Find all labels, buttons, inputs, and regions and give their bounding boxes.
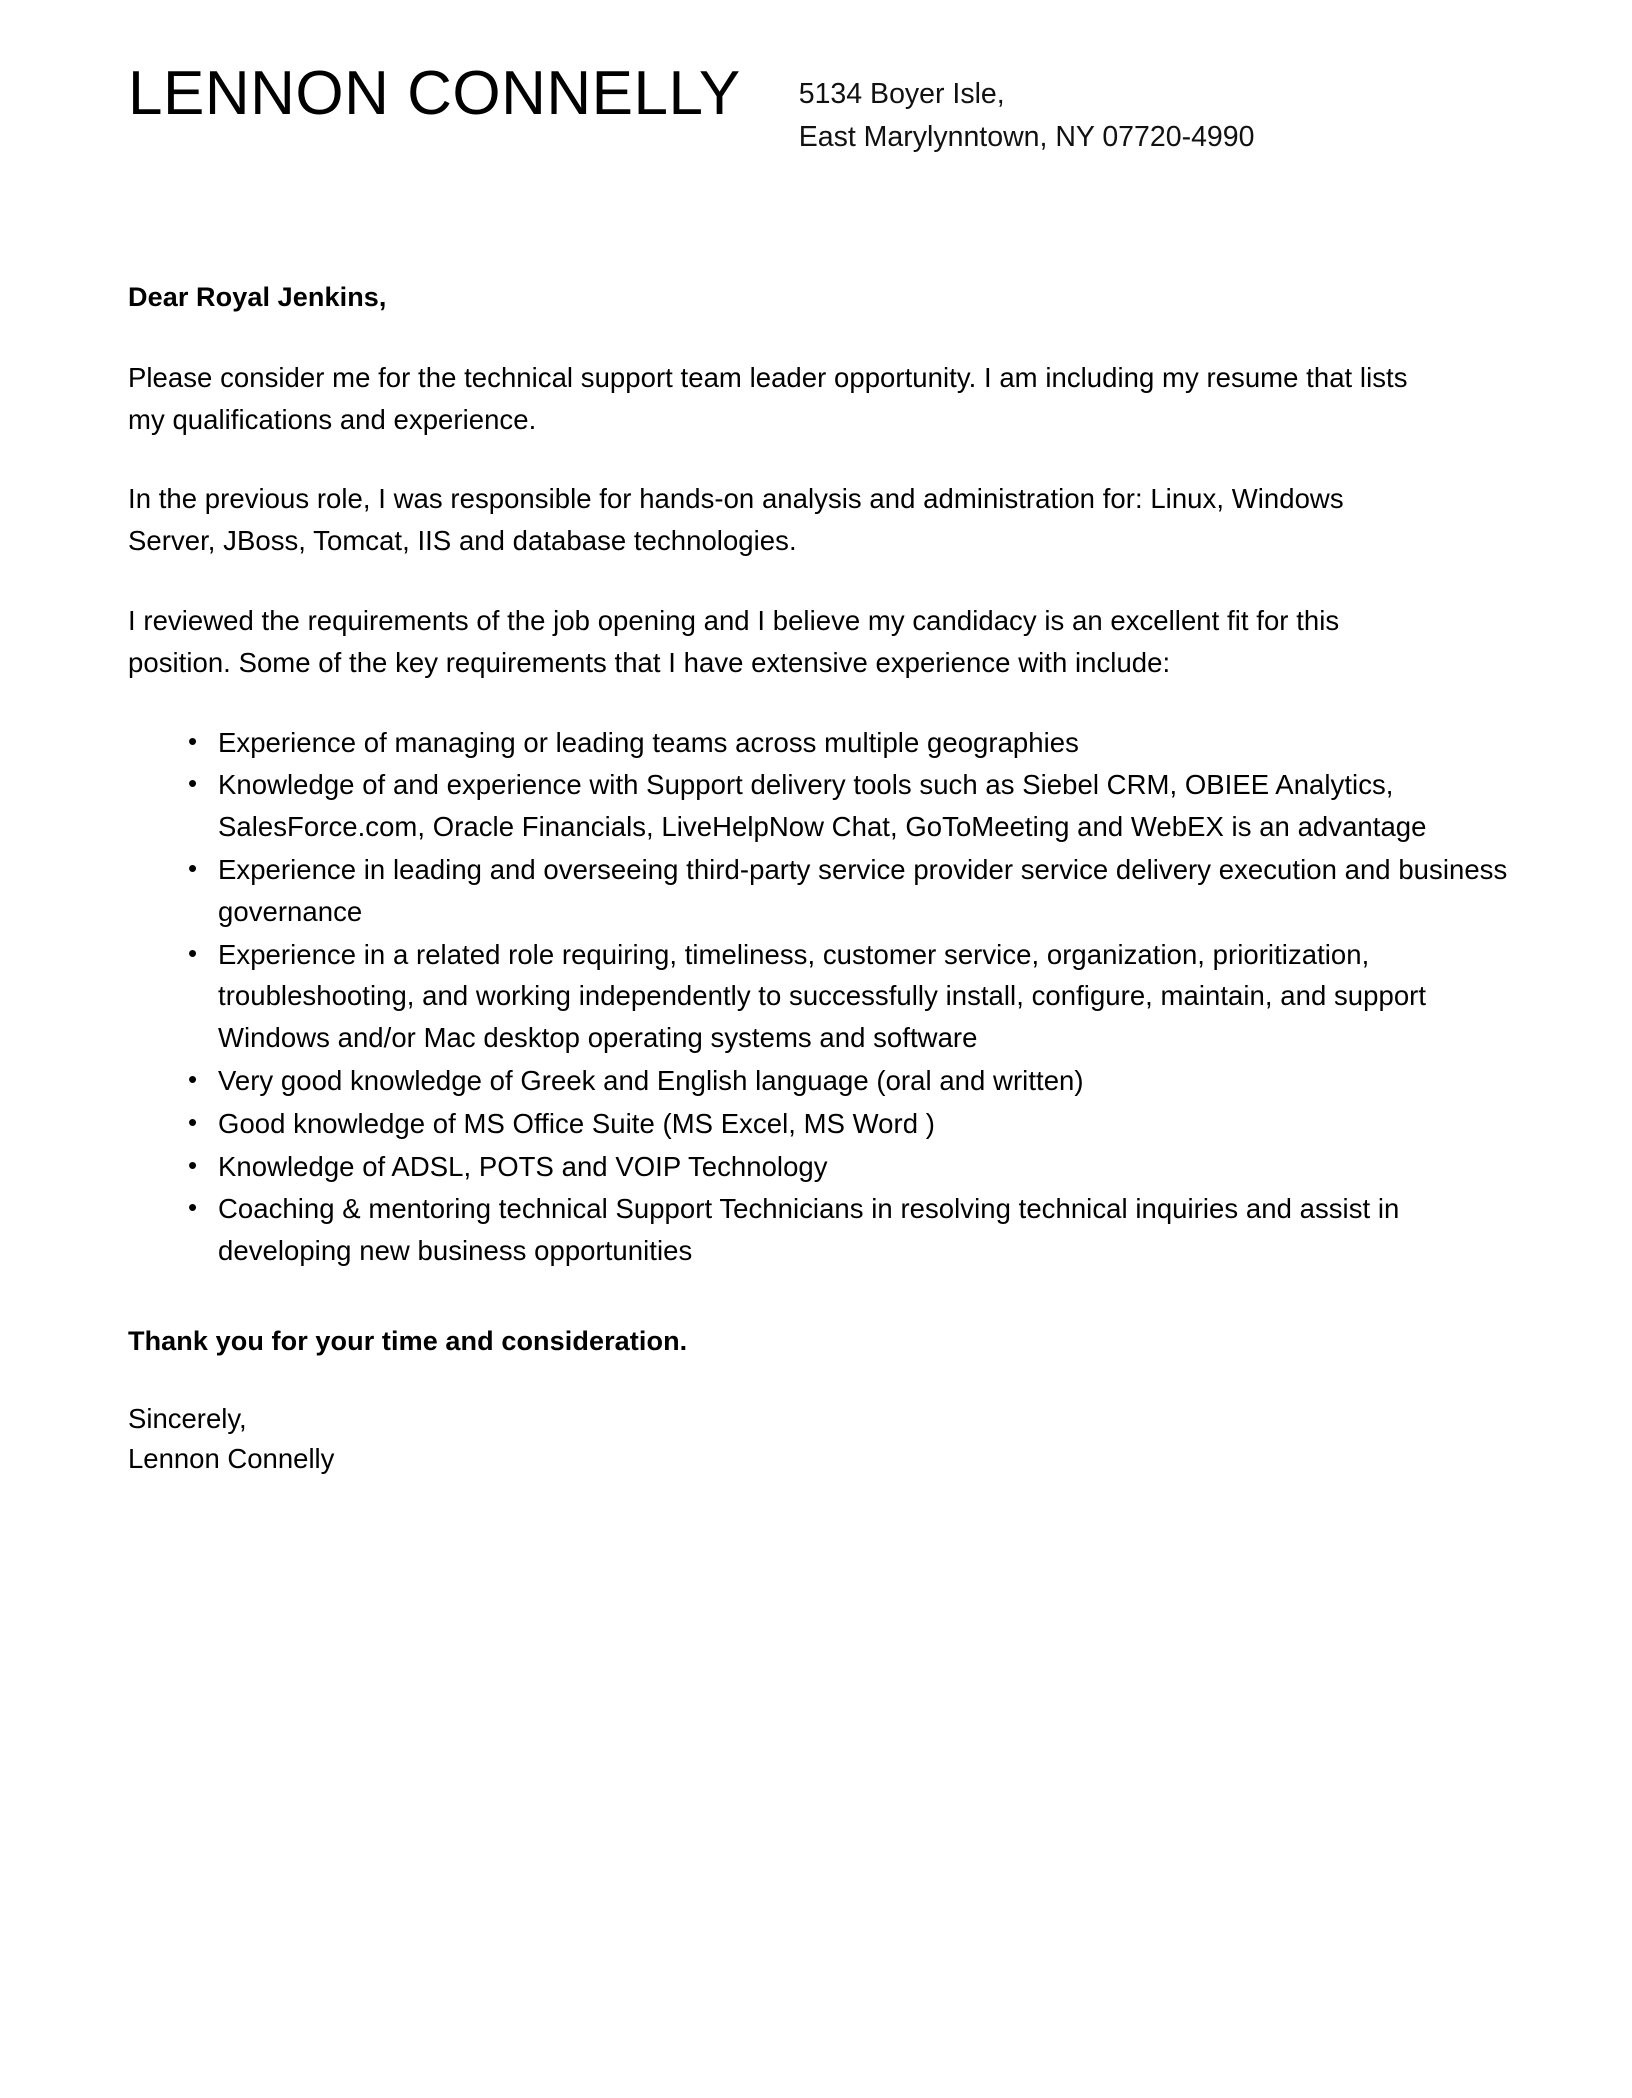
list-item: • Coaching & mentoring technical Support Technicians in resolving technical inquiries and assist in developing new business opportunities: [184, 1188, 1514, 1272]
list-item: • Experience in leading and overseeing third-party service provider service delivery execution and business governance: [184, 849, 1514, 933]
list-item: • Experience of managing or leading teams across multiple geographies: [184, 722, 1514, 764]
address-block: [799, 62, 1514, 160]
paragraph-2: In the previous role, I was responsible for hands-on analysis and administration for: Linux, Windows Server, JBoss, Tomcat, IIS and database technologies.: [128, 483, 1344, 557]
signoff-block: [128, 1399, 1514, 1479]
list-item: • Good knowledge of MS Office Suite (MS Excel, MS Word ): [184, 1103, 1514, 1145]
applicant-name: LENNON CONNELLY: [128, 59, 741, 128]
closing-thanks: Thank you for your time and consideration.: [128, 1325, 688, 1356]
letterhead: [128, 52, 1514, 160]
list-item: • Very good knowledge of Greek and English language (oral and written): [184, 1060, 1514, 1102]
name-block: [128, 59, 799, 128]
address-line-2: East Marylynntown, NY 07720-4990: [798, 121, 1255, 154]
signoff-closing: Sincerely,: [128, 1403, 247, 1435]
list-item: • Knowledge of and experience with Support delivery tools such as Siebel CRM, OBIEE Analytics, SalesForce.com, Oracle Financials, LiveHelpNow Chat, GoToMeeting and WebEX is an advantage: [184, 764, 1514, 848]
requirements-list: [128, 722, 1514, 1272]
paragraph-1: Please consider me for the technical support team leader opportunity. I am including my resume that lists my qualifications and experience.: [128, 361, 1408, 435]
list-item: • Knowledge of ADSL, POTS and VOIP Technology: [184, 1146, 1514, 1188]
letter-body: [128, 160, 1514, 1479]
address-line-1: 5134 Boyer Isle,: [798, 78, 1005, 110]
signature-name: Lennon Connelly: [128, 1442, 335, 1474]
paragraph-3: I reviewed the requirements of the job opening and I believe my candidacy is an excellent fit for this position. Some of the key requirements that I have extensive experience with include:: [128, 604, 1340, 678]
list-item: • Experience in a related role requiring, timeliness, customer service, organization, prioritization, troubleshooting, and working independently to successfully install, configure, maintain, and support Windows and/or Mac desktop operating systems and software: [184, 934, 1514, 1059]
salutation: Dear Royal Jenkins,: [128, 281, 387, 312]
